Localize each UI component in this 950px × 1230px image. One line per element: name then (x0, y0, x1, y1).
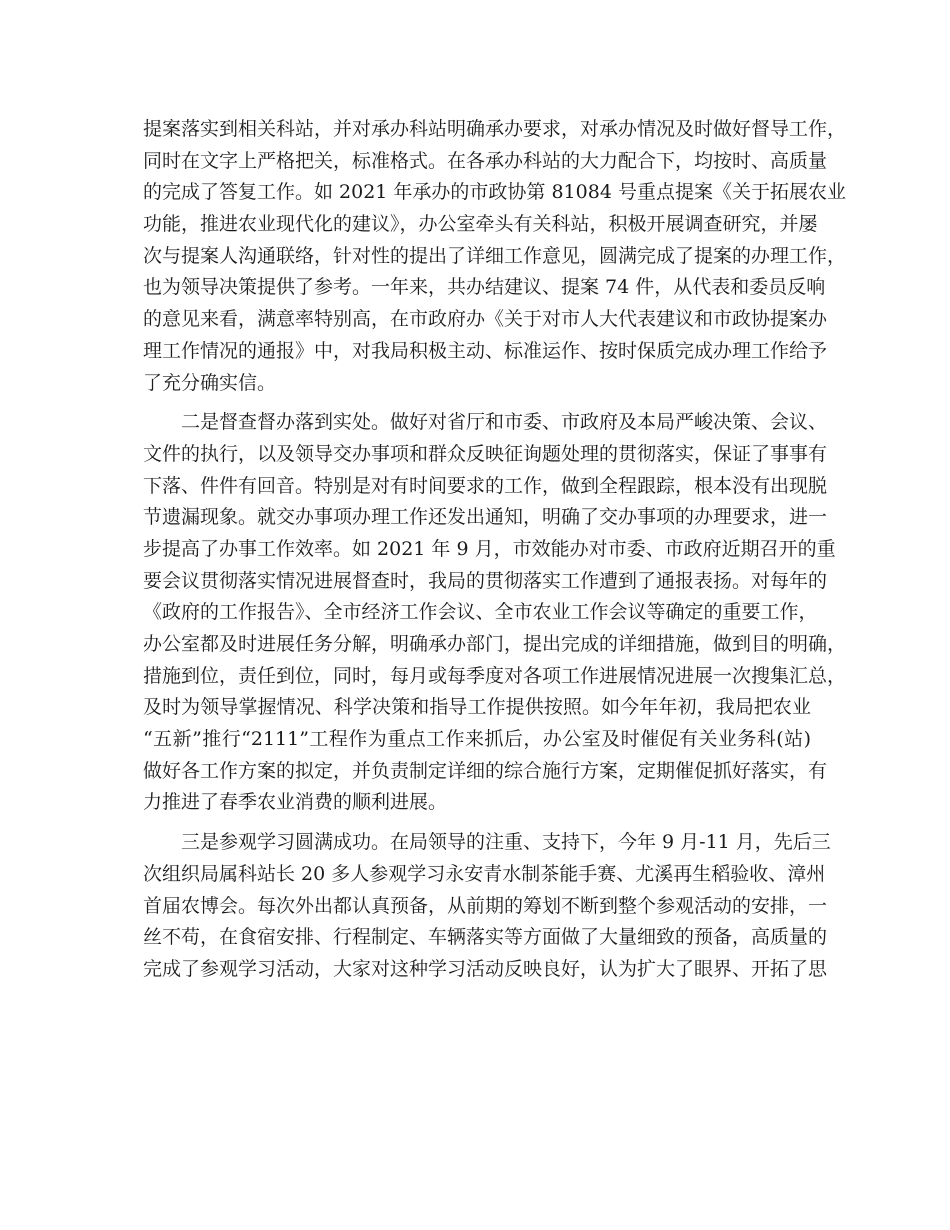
text-line: 二是督查督办落到实处。做好对省厅和市委、市政府及本局严峻决策、会议、 (181, 411, 828, 434)
paragraph-1 (143, 114, 847, 399)
text-line: 提案落实到相关科站，并对承办科站明确承办要求，对承办情况及时做好督导工作， (143, 118, 847, 140)
text-line: 力推进了春季农业消费的顺利进展。 (143, 791, 448, 814)
paragraph-gap (143, 399, 811, 407)
text-line: 次与提案人沟通联络，针对性的提出了详细工作意见，圆满完成了提案的办理工作， (143, 244, 847, 267)
text-line: 节遗漏现象。就交办事项办理工作还发出通知，明确了交办事项的办理要求，进一 (143, 506, 828, 529)
text-line: 完成了参观学习活动，大家对这种学习活动反映良好，认为扩大了眼界、开拓了思 (143, 957, 828, 980)
text-line: “五新”推行“2111”工程作为重点工作来抓后，办公室及时催促有关业务科(站) (143, 728, 811, 751)
text-line: 《政府的工作报告》、全市经济工作会议、全市农业工作会议等确定的重要工作， (143, 601, 818, 624)
text-line: 要会议贯彻落实情况进展督查时，我局的贯彻落实工作遭到了通报表扬。对每年的 (143, 569, 828, 592)
text-line: 的意见来看，满意率特别高，在市政府办《关于对市人大代表建议和市政协提案办 (143, 308, 828, 331)
paragraph-gap (143, 819, 811, 827)
body-text (143, 114, 847, 986)
text-line: 三是参观学习圆满成功。在局领导的注重、支持下，今年 9 月-11 月，先后三 (181, 831, 831, 854)
text-line: 做好各工作方案的拟定，并负责制定详细的综合施行方案，定期催促抓好落实，有 (143, 759, 828, 782)
paragraph-3 (143, 827, 831, 985)
text-line: 功能，推进农业现代化的建议》，办公室牵头有关科站，积极开展调查研究，并屡 (143, 213, 818, 236)
text-line: 也为领导决策提供了参考。一年来，共办结建议、提案 74 件，从代表和委员反响 (143, 276, 826, 299)
text-line: 措施到位，责任到位，同时，每月或每季度对各项工作进展情况进展一次搜集汇总， (143, 664, 847, 687)
text-line: 了充分确实信。 (143, 371, 277, 394)
text-line: 次组织局属科站长 20 多人参观学习永安青水制茶能手赛、尤溪再生稻验收、漳州 (143, 862, 826, 885)
text-line: 的完成了答复工作。如 2021 年承办的市政协第 81084 号重点提案《关于拓展农业 (143, 181, 846, 204)
text-line: 步提高了办事工作效率。如 2021 年 9 月，市效能办对市委、市政府近期召开的重 (143, 537, 836, 560)
text-line: 办公室都及时进展任务分解，明确承办部门，提出完成的详细措施，做到目的明确， (143, 633, 847, 655)
text-line: 理工作情况的通报》中，对我局积极主动、标准运作、按时保质完成办理工作给予 (143, 339, 828, 362)
text-line: 文件的执行，以及领导交办事项和群众反映征询题处理的贯彻落实，保证了事事有 (143, 442, 828, 465)
text-line: 及时为领导掌握情况、科学决策和指导工作提供按照。如今年年初，我局把农业 (143, 696, 811, 719)
text-line: 丝不苟，在食宿安排、行程制定、车辆落实等方面做了大量细致的预备，高质量的 (143, 926, 828, 949)
paragraph-2 (143, 407, 847, 819)
text-line: 同时在文字上严格把关，标准格式。在各承办科站的大力配合下，均按时、高质量 (143, 149, 828, 172)
text-line: 下落、件件有回音。特别是对有时间要求的工作，做到全程跟踪，根本没有出现脱 (143, 474, 828, 497)
text-line: 首届农博会。每次外出都认真预备，从前期的筹划不断到整个参观活动的安排，一 (143, 894, 828, 917)
